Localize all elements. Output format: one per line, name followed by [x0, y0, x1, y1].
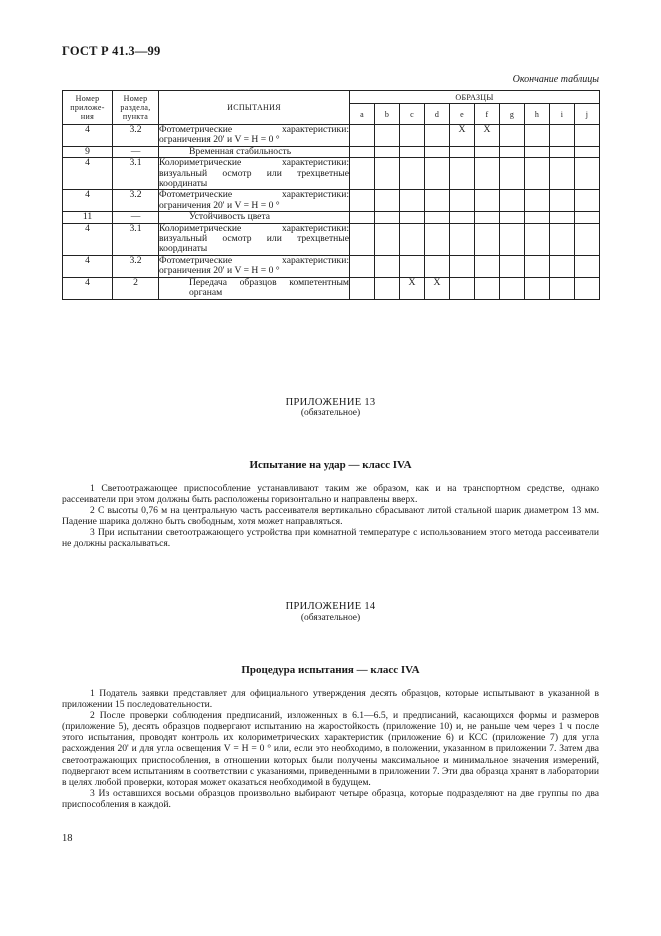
header-samples: ОБРАЗЦЫ — [350, 91, 600, 104]
sample-mark-cell — [575, 158, 600, 190]
appendix-cell: 4 — [63, 190, 113, 212]
sample-mark-cell — [375, 212, 400, 223]
sample-mark-cell — [575, 125, 600, 147]
sample-mark-cell — [350, 223, 375, 255]
sample-mark-cell — [525, 223, 550, 255]
paragraph: 1 Светоотражающее приспособление устанавливают таким же образом, как и на транспортном средстве, однако рассеиватели при этом должны быть расположены горизонтально и направлены вверх. — [62, 483, 599, 506]
sample-letter: g — [500, 104, 525, 125]
paragraph: 2 После проверки соблюдения предписаний, изложенных в 6.1—6.5, и предписаний, касающихся формы и размеров (приложение 5), десять образцов подвергают испытанию на жаростойкость (приложение 10) и, не раньше чем через 1 ч после этого испытания, проводят контроль их колориметрических характеристик (приложение 6) и КСС (приложение 7) для угла расхождения 20' и для угла освещения V = H = 0 ° или, если это необходимо, в положении, указанном в приложении 7. Затем два светоотражающих приспособления, в отношении которых были получены максимальное и минимальное значения измерений, подвергают всем испытаниям в соответствии с указаниями, приведенными в приложении 7. Эти два образца хранят в лаборатории в целях любой проверки, которая может оказаться необходимой в будущем. — [62, 710, 599, 788]
sample-mark-cell — [350, 158, 375, 190]
table-row — [63, 255, 600, 277]
tests-table — [62, 90, 600, 300]
section-cell: 3.2 — [113, 255, 159, 277]
paragraph: 1 Податель заявки представляет для официального утверждения десять образцов, которые испытывают в указанной в приложении 15 последовательности. — [62, 688, 599, 711]
sample-mark-cell — [375, 125, 400, 147]
sample-mark-cell — [550, 125, 575, 147]
table-row — [63, 146, 600, 157]
section-cell: 3.2 — [113, 190, 159, 212]
sample-mark-cell — [450, 277, 475, 299]
sample-mark-cell — [550, 255, 575, 277]
sample-mark-cell — [400, 146, 425, 157]
sample-mark-cell — [575, 255, 600, 277]
section-cell: — — [113, 146, 159, 157]
sample-mark-cell — [450, 223, 475, 255]
appendix-cell: 4 — [63, 125, 113, 147]
sample-mark-cell — [500, 125, 525, 147]
appendix-cell: 11 — [63, 212, 113, 223]
appendix-13-status: (обязательное) — [300, 408, 361, 418]
sample-mark-cell — [450, 190, 475, 212]
sample-mark-cell — [350, 146, 375, 157]
appendix-14-title: ПРИЛОЖЕНИЕ 14 — [285, 601, 376, 612]
sample-mark-cell — [400, 190, 425, 212]
appendix-14-heading: Процедура испытания — класс IVA — [241, 664, 420, 676]
sample-mark-cell — [475, 255, 500, 277]
section-cell: — — [113, 212, 159, 223]
sample-mark-cell — [550, 223, 575, 255]
sample-mark-cell — [525, 158, 550, 190]
sample-mark-cell — [500, 255, 525, 277]
sample-mark-cell — [550, 277, 575, 299]
sample-mark-cell — [375, 190, 400, 212]
sample-letter: i — [550, 104, 575, 125]
page-number: 18 — [62, 833, 73, 844]
sample-mark-cell — [375, 223, 400, 255]
sample-letter: e — [450, 104, 475, 125]
table-row — [63, 125, 600, 147]
appendix-14-body — [62, 688, 599, 810]
sample-mark-cell — [375, 158, 400, 190]
appendix-cell: 4 — [63, 223, 113, 255]
section-cell: 3.2 — [113, 125, 159, 147]
sample-mark-cell — [450, 146, 475, 157]
sample-mark-cell — [475, 146, 500, 157]
sample-mark-cell — [450, 212, 475, 223]
table-row — [63, 190, 600, 212]
sample-mark-cell — [550, 146, 575, 157]
sample-mark-cell — [525, 212, 550, 223]
table-row — [63, 158, 600, 190]
sample-letter: h — [525, 104, 550, 125]
sample-mark-cell — [475, 212, 500, 223]
test-cell: Фотометрические характеристики: ограничения 20' и V = H = 0 ° — [159, 189, 349, 211]
sample-mark-cell — [550, 190, 575, 212]
document-id: ГОСТ Р 41.3—99 — [62, 44, 161, 58]
sample-mark-cell — [475, 190, 500, 212]
section-cell: 3.1 — [113, 158, 159, 190]
test-cell: Колориметрические характеристики: визуальный осмотр или трехцветные координаты — [159, 157, 349, 190]
paragraph: 3 При испытании светоотражающего устройства при комнатной температуре с использованием этого метода рассеиватели не должны раскалываться. — [62, 527, 599, 550]
test-cell: Фотометрические характеристики: ограничения 20' и V = H = 0 ° — [159, 254, 349, 277]
sample-mark-cell — [400, 212, 425, 223]
sample-mark-cell: X — [400, 277, 425, 299]
sample-mark-cell — [375, 277, 400, 299]
table-row — [63, 277, 600, 299]
sample-letter: c — [400, 104, 425, 125]
test-cell: Колориметрические характеристики: визуальный осмотр или трехцветные координаты — [159, 222, 349, 255]
sample-mark-cell — [575, 190, 600, 212]
sample-mark-cell — [525, 146, 550, 157]
sample-mark-cell — [475, 223, 500, 255]
sample-mark-cell — [575, 277, 600, 299]
header-section-number: Номер раздела, пункта — [113, 91, 159, 125]
sample-mark-cell — [450, 158, 475, 190]
sample-mark-cell — [575, 223, 600, 255]
test-cell: Устойчивость цвета — [159, 212, 350, 223]
sample-mark-cell: X — [450, 125, 475, 147]
header-appendix-number: Номер приложе- ния — [63, 91, 113, 125]
sample-letter: j — [575, 104, 600, 125]
sample-mark-cell — [575, 146, 600, 157]
sample-mark-cell — [500, 190, 525, 212]
test-cell: Фотометрические характеристики: ограничения 20' и V = H = 0 ° — [159, 124, 349, 146]
appendix-cell: 4 — [63, 158, 113, 190]
sample-mark-cell — [350, 277, 375, 299]
header-tests: ИСПЫТАНИЯ — [159, 91, 350, 125]
sample-mark-cell: X — [425, 277, 450, 299]
test-cell: Временная стабильность — [159, 146, 350, 157]
table-row — [63, 223, 600, 255]
paragraph: 3 Из оставшихся восьми образцов произвольно выбирают четыре образца, которые подразделяют на две группы по два приспособления в каждой. — [62, 787, 599, 810]
sample-mark-cell — [475, 277, 500, 299]
sample-mark-cell — [400, 255, 425, 277]
sample-letter: a — [350, 104, 375, 125]
sample-mark-cell — [450, 255, 475, 277]
sample-letter: d — [425, 104, 450, 125]
sample-mark-cell — [400, 223, 425, 255]
section-cell: 2 — [113, 277, 159, 299]
sample-mark-cell — [500, 146, 525, 157]
sample-mark-cell — [500, 277, 525, 299]
sample-mark-cell — [550, 158, 575, 190]
appendix-cell: 9 — [63, 146, 113, 157]
appendix-13-title: ПРИЛОЖЕНИЕ 13 — [285, 397, 376, 408]
sample-mark-cell — [525, 125, 550, 147]
table-row — [63, 212, 600, 223]
sample-mark-cell — [350, 190, 375, 212]
sample-mark-cell — [425, 212, 450, 223]
sample-mark-cell — [350, 125, 375, 147]
sample-mark-cell — [350, 212, 375, 223]
sample-mark-cell — [425, 125, 450, 147]
appendix-13-body — [62, 483, 599, 550]
sample-mark-cell — [525, 255, 550, 277]
sample-mark-cell: X — [475, 125, 500, 147]
sample-mark-cell — [400, 125, 425, 147]
sample-mark-cell — [475, 158, 500, 190]
sample-mark-cell — [400, 158, 425, 190]
sample-mark-cell — [375, 146, 400, 157]
appendix-13-heading: Испытание на удар — класс IVA — [249, 459, 412, 471]
sample-mark-cell — [425, 223, 450, 255]
sample-mark-cell — [500, 223, 525, 255]
sample-mark-cell — [525, 190, 550, 212]
paragraph: 2 С высоты 0,76 м на центральную часть рассеивателя вертикально сбрасывают литой стальной шарик диаметром 13 мм. Падение шарика должно быть свободным, хотя может направляться. — [62, 505, 599, 528]
sample-mark-cell — [425, 190, 450, 212]
sample-mark-cell — [425, 146, 450, 157]
appendix-cell: 4 — [63, 255, 113, 277]
sample-mark-cell — [425, 255, 450, 277]
sample-mark-cell — [500, 158, 525, 190]
sample-mark-cell — [375, 255, 400, 277]
appendix-cell: 4 — [63, 277, 113, 299]
sample-mark-cell — [575, 212, 600, 223]
appendix-14-status: (обязательное) — [300, 613, 361, 623]
sample-mark-cell — [500, 212, 525, 223]
sample-mark-cell — [525, 277, 550, 299]
sample-mark-cell — [550, 212, 575, 223]
sample-letter: b — [375, 104, 400, 125]
sample-mark-cell — [350, 255, 375, 277]
section-cell: 3.1 — [113, 223, 159, 255]
sample-mark-cell — [425, 158, 450, 190]
table-continuation-note: Окончание таблицы — [512, 74, 599, 85]
test-cell: Передача образцов компетентным органам — [159, 277, 350, 299]
sample-letter: f — [475, 104, 500, 125]
